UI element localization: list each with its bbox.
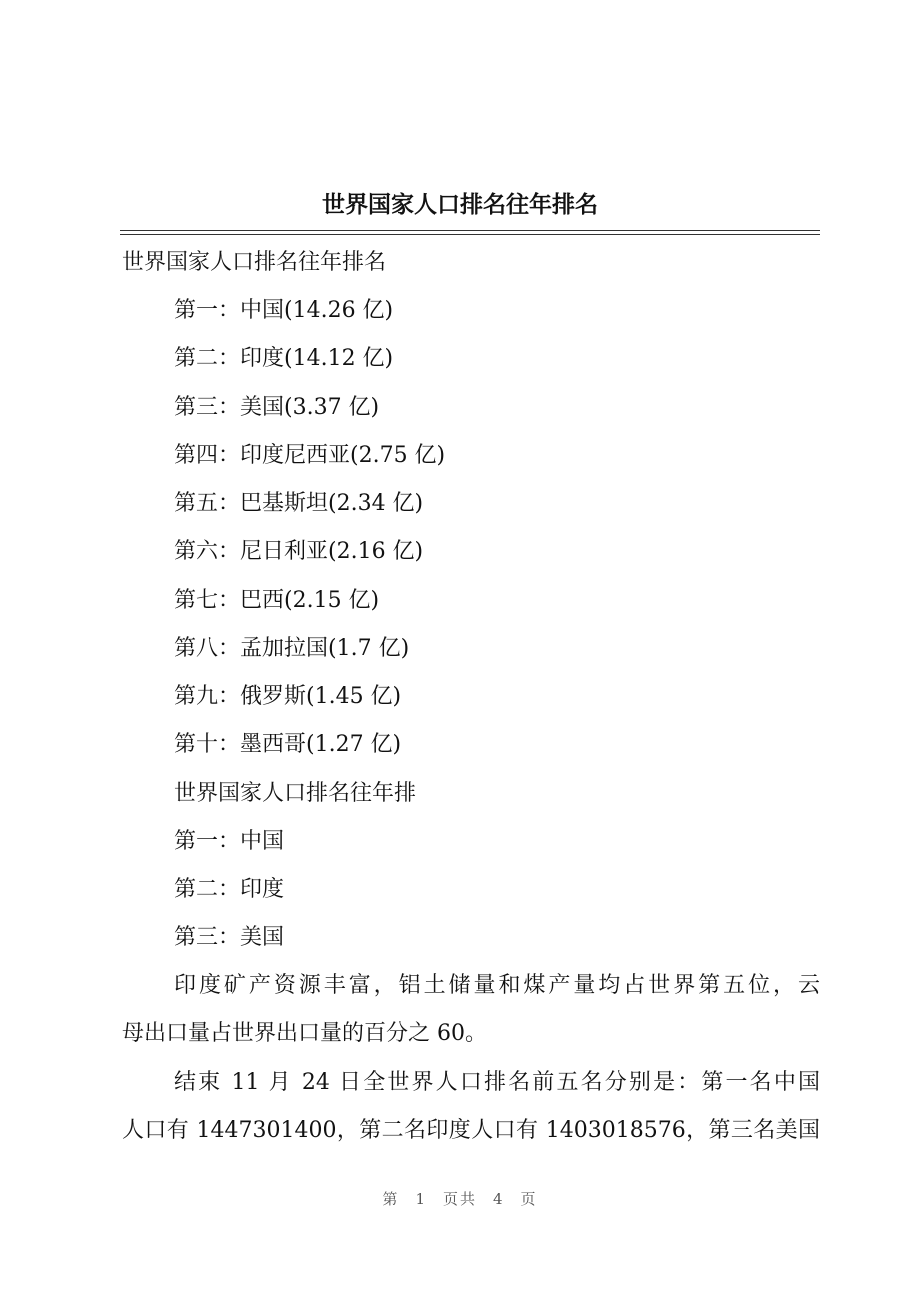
paragraph-population-line2: 人口有 1447301400，第二名印度人口有 1403018576，第三名美国 (122, 1118, 820, 1143)
section-heading-2: 世界国家人口排名往年排 (174, 781, 417, 806)
ranking-item: 第十：墨西哥(1.27 亿) (174, 732, 402, 757)
ranking-item: 第三：美国 (174, 925, 285, 950)
ranking-item: 第三：美国(3.37 亿) (174, 395, 380, 420)
paragraph-india-line2: 母出口量占世界出口量的百分之 60。 (122, 1021, 487, 1046)
footer-middle: 页共 (442, 1190, 477, 1208)
footer-prefix: 第 (382, 1190, 400, 1208)
ranking-item: 第二：印度 (174, 877, 285, 902)
footer-suffix: 页 (520, 1190, 538, 1208)
page-footer (0, 1188, 920, 1209)
ranking-item: 第一：中国 (174, 829, 285, 854)
ranking-item: 第四：印度尼西亚(2.75 亿) (174, 443, 446, 468)
ranking-item: 第二：印度(14.12 亿) (174, 346, 394, 371)
ranking-item: 第九：俄罗斯(1.45 亿) (174, 684, 402, 709)
ranking-item: 第一：中国(14.26 亿) (174, 298, 394, 323)
paragraph-india-line1: 印度矿产资源丰富，铝土储量和煤产量均占世界第五位，云 (174, 973, 820, 998)
title-rule-bottom (120, 234, 820, 235)
section-heading: 世界国家人口排名往年排名 (122, 250, 387, 275)
page-title: 世界国家人口排名往年排名 (322, 191, 598, 218)
ranking-item: 第六：尼日利亚(2.16 亿) (174, 539, 424, 564)
paragraph-population-line1: 结束 11 月 24 日全世界人口排名前五名分别是：第一名中国 (174, 1070, 820, 1095)
footer-page-number: 1 (415, 1190, 427, 1208)
title-rule-top (120, 230, 820, 231)
footer-total-pages: 4 (493, 1190, 505, 1208)
ranking-item: 第八：孟加拉国(1.7 亿) (174, 636, 410, 661)
ranking-item: 第七：巴西(2.15 亿) (174, 588, 380, 613)
ranking-item: 第五：巴基斯坦(2.34 亿) (174, 491, 424, 516)
